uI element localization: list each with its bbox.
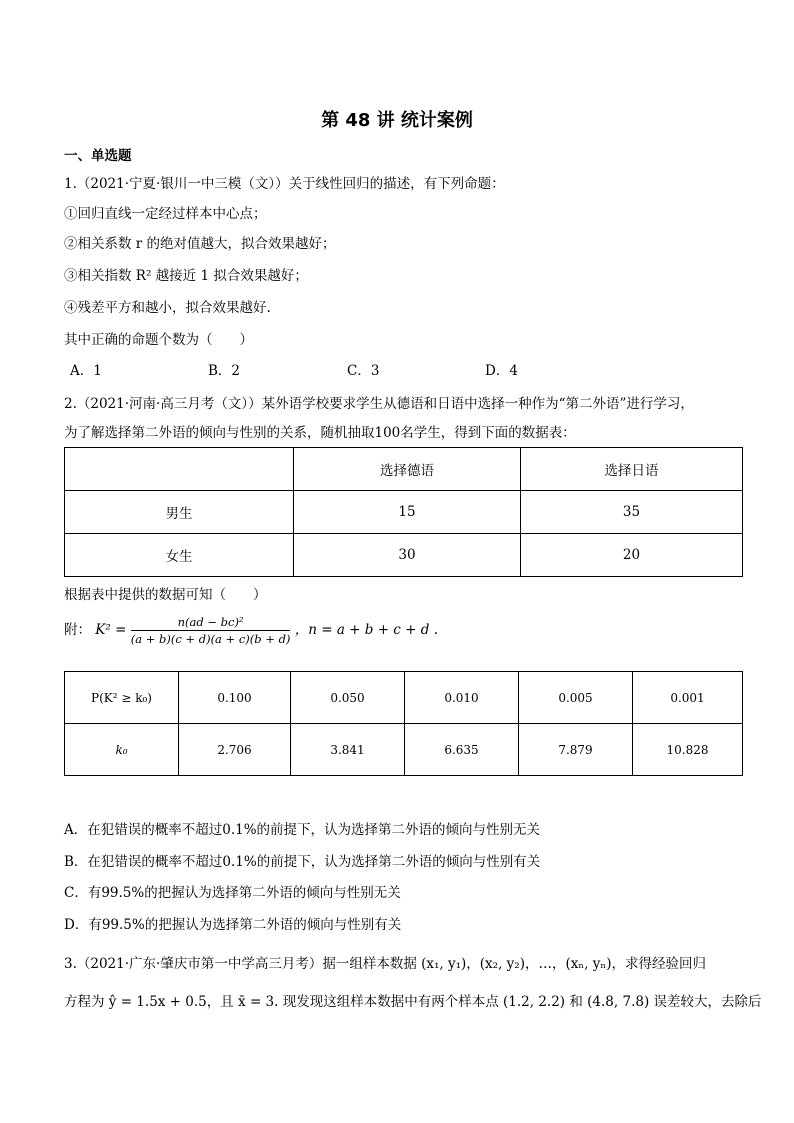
q2-option-b: B．在犯错误的概率不超过0.1%的前提下，认为选择第二外语的倾向与性别有关 [64, 854, 541, 870]
table-header: 选择日语 [521, 448, 743, 491]
q1-option-b: B．2 [208, 363, 241, 379]
q3-line1: 3.（2021·广东·肇庆市第一中学高三月考）据一组样本数据 (x₁, y₁)，(x₂, y₂)，…，(xₙ, yₙ)，求得经验回归 [64, 956, 707, 972]
table-cell: 女生 [65, 534, 294, 577]
q1-option-a: A．1 [70, 363, 102, 379]
table-cell: 10.828 [633, 724, 743, 776]
table-cell: 0.010 [405, 672, 519, 724]
q1-option-d: D．4 [485, 363, 518, 379]
q2-stem-line1: 2.（2021·河南·高三月考（文））某外语学校要求学生从德语和日语中选择一种作为“第二外语”进行学习， [64, 396, 694, 412]
q2-option-d: D．有99.5%的把握认为选择第二外语的倾向与性别有关 [64, 917, 402, 933]
q1-question: 其中正确的命题个数为（ ） [64, 332, 253, 348]
table-cell: 7.879 [519, 724, 633, 776]
formula-fraction [131, 615, 291, 646]
table-cell: 男生 [65, 491, 294, 534]
table-cell [65, 448, 294, 491]
section-heading: 一、单选题 [64, 148, 132, 164]
table-cell: 2.706 [179, 724, 291, 776]
formula-k: K² = [95, 622, 127, 638]
q1-option-c: C．3 [347, 363, 380, 379]
formula-prefix: 附： [64, 622, 91, 638]
table-cell: 6.635 [405, 724, 519, 776]
table-cell: 3.841 [291, 724, 405, 776]
q1-item-4: ④残差平方和越小，拟合效果越好. [64, 300, 271, 316]
q2-option-c: C．有99.5%的把握认为选择第二外语的倾向与性别无关 [64, 885, 401, 901]
critical-value-table [64, 671, 743, 776]
table-cell: 0.050 [291, 672, 405, 724]
formula-denominator: (a + b)(c + d)(a + c)(b + d) [130, 632, 291, 646]
table-cell: 30 [294, 534, 521, 577]
table-cell: 15 [294, 491, 521, 534]
gender-language-table [64, 447, 743, 577]
table-row [65, 448, 743, 491]
table-cell: 0.005 [519, 672, 633, 724]
q2-option-a: A．在犯错误的概率不超过0.1%的前提下，认为选择第二外语的倾向与性别无关 [64, 822, 541, 838]
q2-formula [64, 615, 438, 646]
table-row [65, 724, 743, 776]
table-row [65, 672, 743, 724]
page-title: 第 48 讲 统计案例 [321, 110, 473, 131]
q2-question: 根据表中提供的数据可知（ ） [64, 587, 267, 603]
q3-line2: 方程为 ŷ = 1.5x + 0.5，且 x̄ = 3. 现发现这组样本数据中有两个样本点 (1.2, 2.2) 和 (4.8, 7.8) 误差较大，去除后 [64, 994, 762, 1010]
table-row [65, 534, 743, 577]
table-cell: 35 [521, 491, 743, 534]
table-row [65, 491, 743, 534]
table-cell: 0.100 [179, 672, 291, 724]
q1-item-3: ③相关指数 R² 越接近 1 拟合效果越好； [64, 268, 308, 284]
formula-numerator: n(ad − bc)² [131, 615, 291, 631]
q1-item-2: ②相关系数 r 的绝对值越大，拟合效果越好； [64, 236, 336, 252]
q2-stem-line2: 为了解选择第二外语的倾向与性别的关系，随机抽取100名学生，得到下面的数据表： [64, 425, 576, 441]
table-header: 选择德语 [294, 448, 521, 491]
table-cell: 0.001 [633, 672, 743, 724]
q1-item-1: ①回归直线一定经过样本中心点； [64, 206, 267, 222]
table-header: P(K² ≥ k₀) [65, 672, 179, 724]
formula-suffix: ，n = a + b + c + d . [294, 622, 438, 638]
table-cell: 20 [521, 534, 743, 577]
q1-stem: 1.（2021·宁夏·银川一中三模（文））关于线性回归的描述，有下列命题： [64, 176, 505, 192]
table-header: k₀ [65, 724, 179, 776]
